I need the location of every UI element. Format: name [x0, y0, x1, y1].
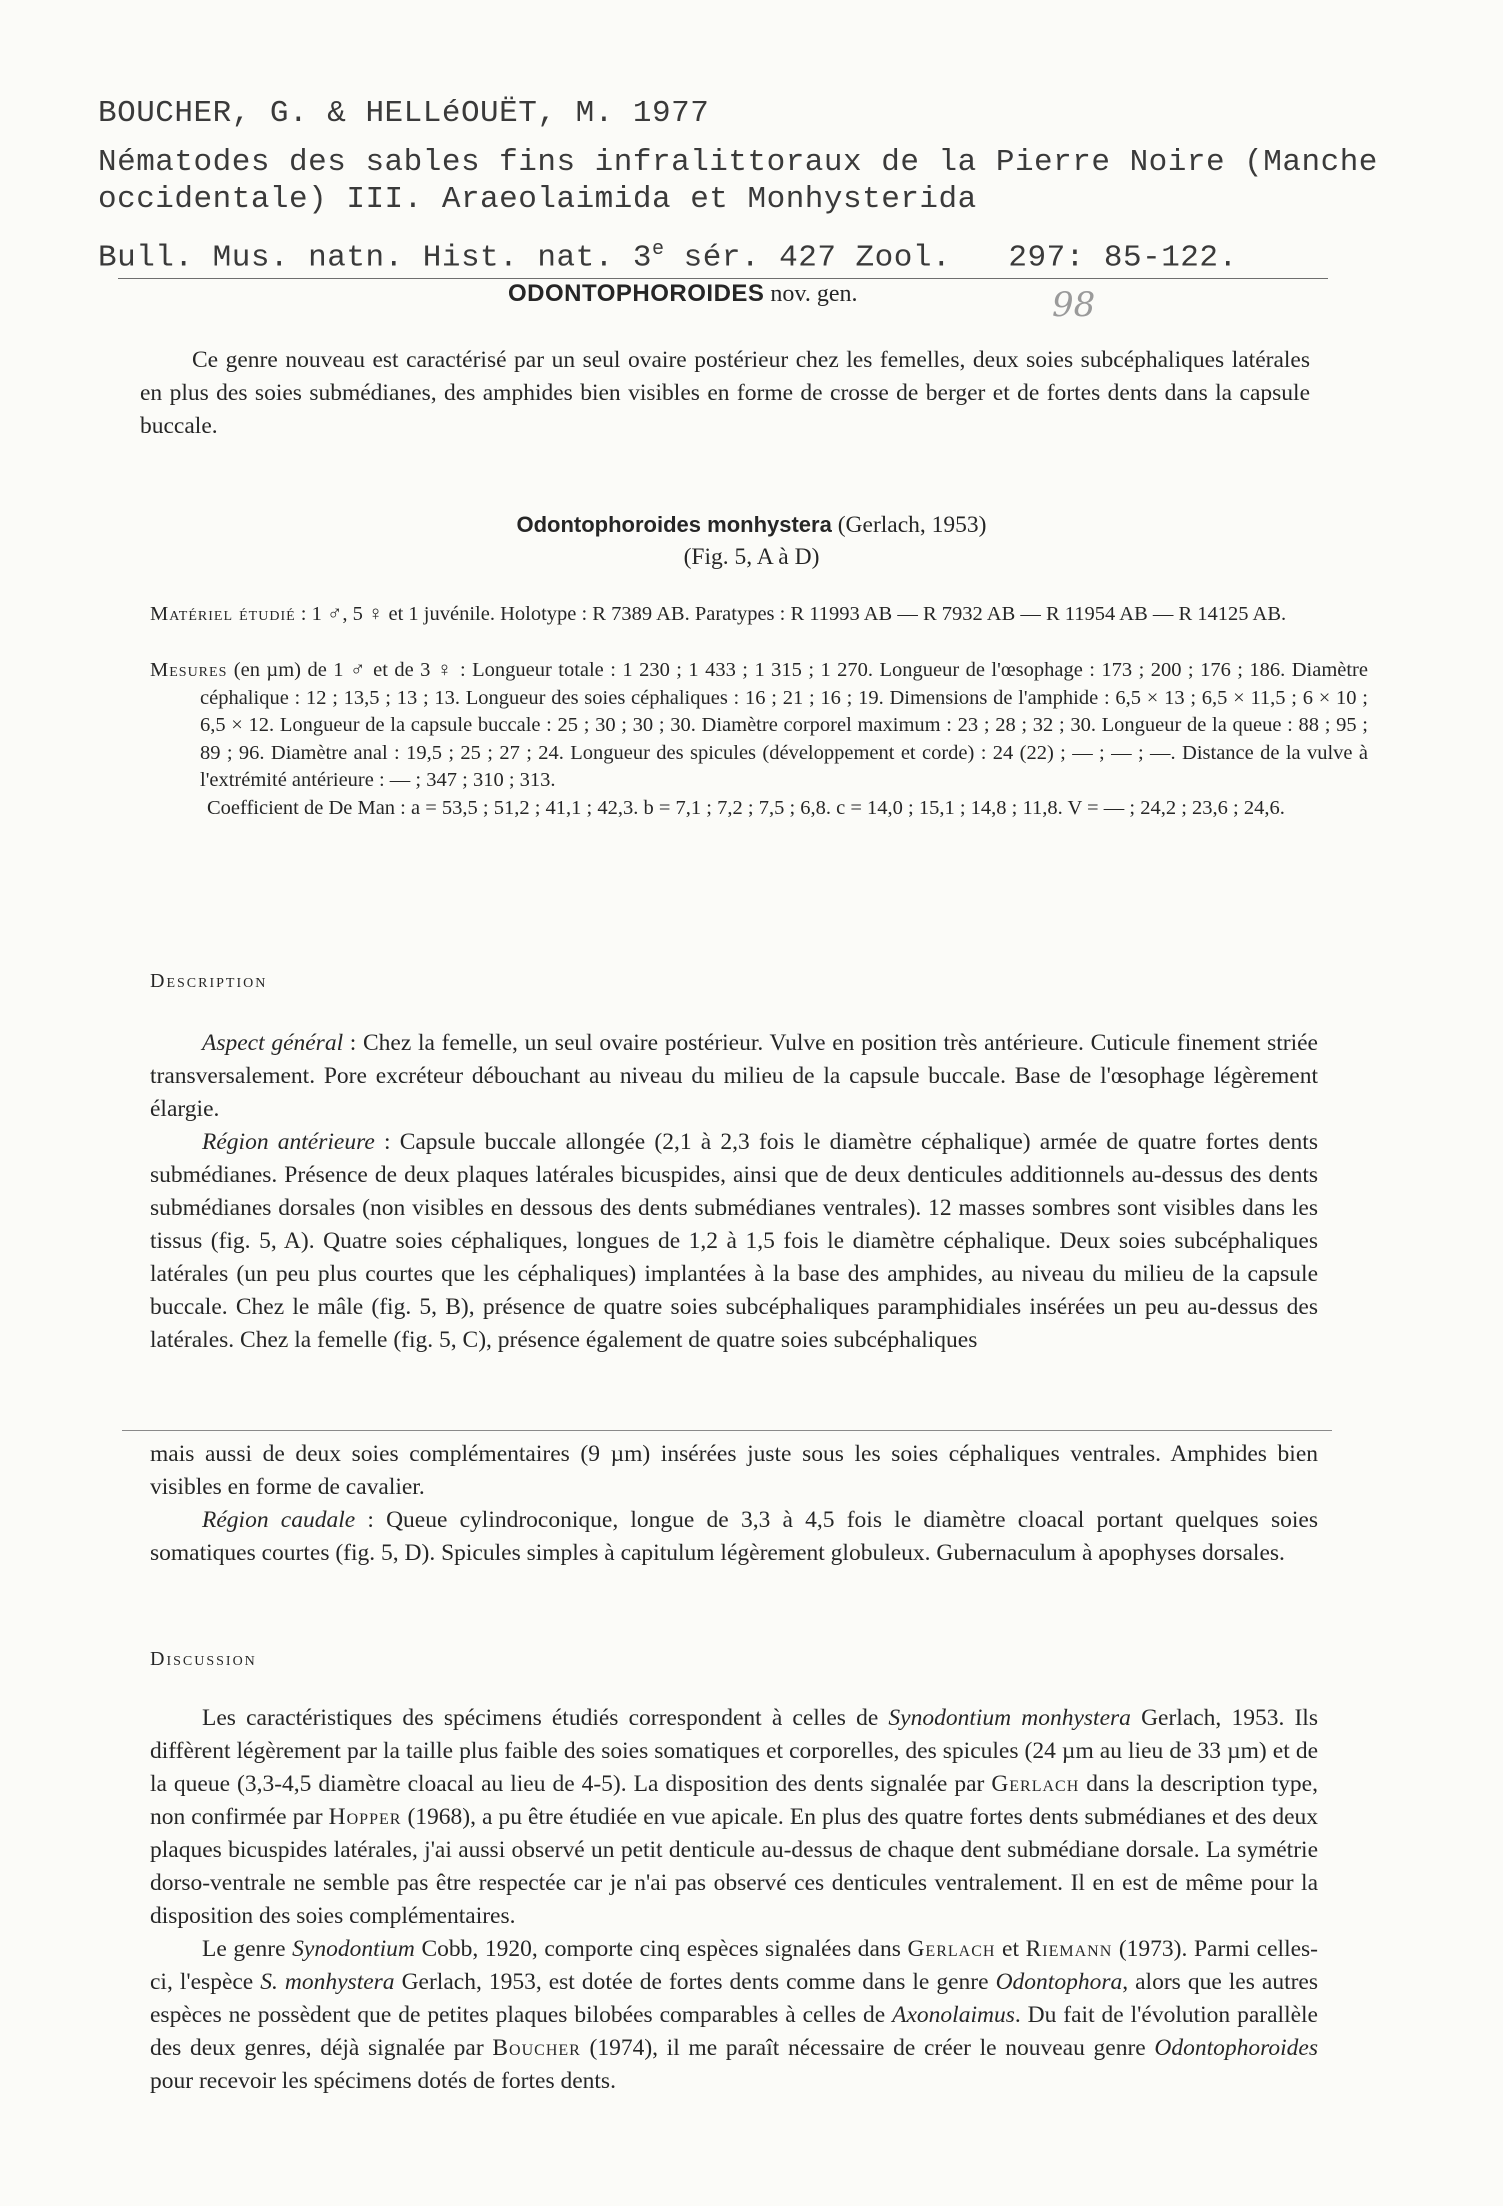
- discussion-p2-odontophoroides: Odontophoroides: [1154, 2035, 1319, 2061]
- discussion-paragraph-1: [150, 1702, 1318, 1933]
- discussion-p2-text-d: (1973). Parmi celles-ci, l'espèce: [150, 1936, 1318, 1995]
- genus-name: ODONTOPHOROIDES: [508, 280, 765, 307]
- genus-diagnosis: Ce genre nouveau est caractérisé par un seul ovaire postérieur chez les femelles, deux soies subcéphaliques latérales en plus des soies submédianes, des amphides bien visibles en forme de crosse de berger et de fortes dents dans la capsule buccale.: [140, 347, 1310, 439]
- description-heading: Description: [150, 970, 268, 992]
- material-label: Matériel étudié: [150, 603, 296, 625]
- measurements: [150, 657, 1368, 822]
- handwritten-page-number: 98: [1052, 285, 1096, 325]
- caudal-label: Région caudale: [202, 1507, 356, 1533]
- discussion-p2-s-monhystera: S. monhystera: [260, 1969, 395, 1995]
- discussion-p2-text-c: et: [995, 1936, 1026, 1962]
- reference-title-line-2: occidentale) III. Araeolaimida et Monhysterida: [98, 182, 977, 217]
- species-authority: (Gerlach, 1953): [837, 512, 987, 538]
- reference-authors-year: BOUCHER, G. & HELLéOUËT, M. 1977: [98, 96, 710, 131]
- reference-journal-suffix: sér. 427 Zool. 297: 85-122.: [664, 240, 1238, 276]
- reference-title-line-1: Nématodes des sables fins infralittoraux de la Pierre Noire (Manche: [98, 145, 1378, 180]
- figure-reference: (Fig. 5, A à D): [683, 544, 820, 570]
- species-title: [0, 508, 1503, 542]
- anterior-region-paragraph: [150, 1126, 1318, 1357]
- species-name: Odontophoroides monhystera: [516, 512, 832, 537]
- page-join-line: [122, 1430, 1332, 1431]
- discussion-p1-text-c: dans la description type, non confirmée par: [150, 1771, 1318, 1830]
- discussion-p2-text-e: Gerlach, 1953, est dotée de fortes dents comme dans le genre: [394, 1969, 996, 1995]
- aspect-label: Aspect général: [202, 1030, 344, 1056]
- caudal-text: : Queue cylindroconique, longue de 3,3 à 4,5 fois le diamètre cloacal portant quelques soies somatiques courtes (fig. 5, D). Spicules simples à capitulum légèrement globuleux. Gubernaculum à apophyses dorsales.: [150, 1507, 1318, 1566]
- discussion-p2-text-h: (1974), il me paraît nécessaire de créer le nouveau genre: [580, 2035, 1155, 2061]
- discussion-p2-boucher: Boucher: [492, 2035, 581, 2061]
- discussion-p1-hopper: Hopper: [328, 1804, 402, 1830]
- measures-text: (en µm) de 1 ♂ et de 3 ♀ : Longueur totale : 1 230 ; 1 433 ; 1 315 ; 1 270. Longueur de l'œsophage : 173 ; 200 ; 176 ; 186. Diamètre céphalique : 12 ; 13,5 ; 13 ; 13. Longueur des soies céphaliques : 16 ; 21 ; 16 ; 19. Dimensions de l'amphide : 6,5 × 13 ; 6,5 × 11,5 ; 6 × 10 ; 6,5 × 12. Longueur de la capsule buccale : 25 ; 30 ; 30 ; 30. Diamètre corporel maximum : 23 ; 28 ; 32 ; 30. Longueur de la queue : 88 ; 95 ; 89 ; 96. Diamètre anal : 19,5 ; 25 ; 27 ; 24. Longueur des spicules (développement et corde) : 24 (22) ; — ; — ; —. Distance de la vulve à l'extrémité antérieure : — ; 347 ; 310 ; 313.: [200, 659, 1368, 791]
- anterior-text: : Capsule buccale allongée (2,1 à 2,3 fois le diamètre céphalique) armée de quatre fortes dents submédianes. Présence de deux plaques latérales bicuspides, ainsi que de deux denticules additionnels au-dessus des dents submédianes dorsales (non visibles en dessous des dents submédianes ventrales). 12 masses sombres sont visibles dans les tissus (fig. 5, A). Quatre soies céphaliques, longues de 1,2 à 1,5 fois le diamètre céphalique. Deux soies subcéphaliques latérales (un peu plus courtes que les céphaliques) implantées à la base des amphides, au niveau du milieu de la capsule buccale. Chez le mâle (fig. 5, B), présence de quatre soies subcéphaliques paramphidiales insérées un peu au-dessus des latérales. Chez la femelle (fig. 5, C), présence également de quatre soies subcéphaliques: [150, 1129, 1318, 1353]
- discussion-p2-gerlach: Gerlach: [907, 1936, 996, 1962]
- discussion-p1-text-b: Gerlach, 1953. Ils diffèrent légèrement par la taille plus faible des soies somatiques et corporelles, des spicules (24 µm au lieu de 33 µm) et de la queue (3,3-4,5 diamètre cloacal au lieu de 4-5). La disposition des dents signalée par: [150, 1705, 1318, 1797]
- discussion-p2-text-a: Le genre: [202, 1936, 293, 1962]
- discussion-p2-odontophora: Odontophora: [995, 1969, 1123, 1995]
- discussion-p1-gerlach: Gerlach: [991, 1771, 1080, 1797]
- reference-journal-prefix: Bull. Mus. natn. Hist. nat. 3: [98, 240, 652, 276]
- material-text: : 1 ♂, 5 ♀ et 1 juvénile. Holotype : R 7389 AB. Paratypes : R 11993 AB — R 7932 AB — R 11954 AB — R 14125 AB.: [295, 603, 1287, 625]
- reference-journal: [98, 230, 1458, 277]
- discussion-p2-riemann: Riemann: [1025, 1936, 1113, 1962]
- discussion-body: [150, 1702, 1318, 2098]
- aspect-text: : Chez la femelle, un seul ovaire postérieur. Vulve en position très antérieure. Cuticule finement striée transversalement. Pore excréteur débouchant au niveau du milieu de la capsule buccale. Base de l'œsophage légèrement élargie.: [150, 1030, 1318, 1122]
- discussion-paragraph-2: [150, 1933, 1318, 2098]
- discussion-p2-axonolaimus: Axonolaimus: [892, 2002, 1015, 2028]
- anterior-label: Région antérieure: [202, 1129, 375, 1155]
- discussion-p2-synodontium: Synodontium: [292, 1936, 415, 1962]
- genus-status: nov. gen.: [770, 281, 858, 307]
- discussion-p2-text-g: . Du fait de l'évolution parallèle des deux genres, déjà signalée par: [150, 2002, 1318, 2061]
- description-body-continued: [150, 1438, 1318, 1570]
- caudal-region-paragraph: [150, 1504, 1318, 1570]
- discussion-p1-text-d: (1968), a pu être étudiée en vue apicale. En plus des quatre fortes dents submédianes et des deux plaques bicuspides latérales, j'ai aussi observé un petit denticule au-dessus de chaque dent submédiane dorsale. La symétrie dorso-ventrale ne semble pas être respectée car je n'ai pas observé ces denticules ventralement. Il en est de même pour la disposition des soies complémentaires.: [150, 1804, 1318, 1929]
- anterior-continued: mais aussi de deux soies complémentaires (9 µm) insérées juste sous les soies céphaliques ventrales. Amphides bien visibles en forme de cavalier.: [150, 1441, 1318, 1500]
- discussion-p2-text-f: , alors que les autres espèces ne possèdent que de petites plaques bilobées comparables à celles de: [150, 1969, 1319, 2028]
- material-studied: [150, 601, 1368, 629]
- de-man-coefficients: Coefficient de De Man : a = 53,5 ; 51,2 ; 41,1 ; 42,3. b = 7,1 ; 7,2 ; 7,5 ; 6,8. c = 14,0 ; 15,1 ; 14,8 ; 11,8. V = — ; 24,2 ; 23,6 ; 24,6.: [207, 796, 1285, 819]
- reference-divider: [118, 278, 1328, 279]
- measures-label: Mesures: [150, 659, 228, 681]
- discussion-heading: Discussion: [150, 1648, 257, 1670]
- description-body: [150, 1027, 1318, 1357]
- discussion-p2-text-b: Cobb, 1920, comporte cinq espèces signalées dans: [414, 1936, 908, 1962]
- discussion-p1-species: Synodontium monhystera: [888, 1705, 1131, 1731]
- discussion-p1-text-a: Les caractéristiques des spécimens étudiés correspondent à celles de: [202, 1705, 889, 1731]
- aspect-general-paragraph: [150, 1027, 1318, 1126]
- reference-journal-superscript: e: [652, 238, 665, 261]
- genus-header: [508, 280, 858, 308]
- discussion-p2-text-i: pour recevoir les spécimens dotés de fortes dents.: [150, 2068, 616, 2094]
